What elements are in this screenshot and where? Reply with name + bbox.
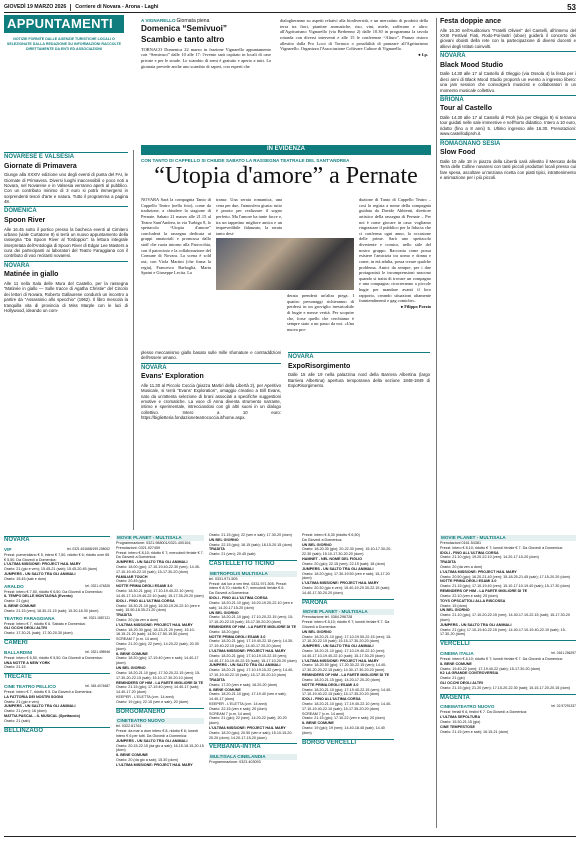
list-item: Orario: 18.20-21.10 (gio); 17.10-19.40-22.10 (ven); 14.40-17.10-19.40-22.10 (sab); 15-17.30-20 (dom) [302, 649, 386, 658]
cinema-name: TEATRO FARAGGIANA [4, 615, 55, 621]
film-title: IL BENE COMUNE [302, 721, 334, 726]
section-note: NOTIZIE FORNITE DALLE AGENZIE TURISTICHE LOCALI O SELEZIONATE DALLA REDAZIONE SU INFORMAZIONI RACCOLTE DIRETTAMENTE DA ENTI ED ASSOCIAZIONI [6, 37, 122, 51]
city-verbania: VERBANIA-INTRA [209, 743, 297, 752]
list-item: Prezzi: intero € 8,10; ridotto € 7; mercoledì feriale € 7. Da Giovedì a Domenica: [116, 550, 204, 560]
film-title: IDOLI - FINO ALL'ULTIMA CORSA [209, 596, 268, 601]
list-item: Prezzi: intero € 8,30 (ridotto € 6,50) [302, 533, 360, 537]
cinema-name: CINEMATEATRO NUOVO [440, 704, 495, 710]
list-item: Orario: 18.20-21.10 (gio); 17-19.40-22.10 (ven); 14.40-17.10-19.40-22.10 (sab); 15-17.35-20.20 (dom) [302, 701, 392, 711]
film-title: HAMNET - NEL NOME DEL FIGLIO [302, 557, 363, 562]
list-item: Orario: 21 (ven); 20.45 (sab) [209, 552, 256, 557]
film-title: JUMPERS - UN SALTO TRA GLI ANIMALI [116, 738, 188, 743]
film-title: UN BEL GIORNO [209, 610, 239, 615]
list-item: Orario: 21 (gio) [440, 676, 465, 681]
film-title: IDOLI - FINO ALL'ULTIMA CORSA [116, 598, 175, 603]
left-label-0: NOVARESE E VALSESIA [4, 152, 128, 162]
film-title: UN BEL GIORNO [209, 537, 239, 542]
list-item: Orario: 18.20-21.10 (gio); 17.10-20-22.15 (ven); 15-17.10-20-22.15 (sab); 15-17.30-20.20 (dom) [209, 615, 294, 625]
feature-subtitle: CON TANTO DI CAPPELLO SI CHIUDE SABATO LA RASSEGNA TEATRALE DEL SANT'ANDREA [141, 157, 350, 163]
list-item: Orario: 21 (gio) [4, 599, 29, 604]
film-title: IL BENE COMUNE [116, 651, 148, 656]
film-title: L'ULTIMA MISSIONE: PROJECT HAIL MARY [302, 658, 379, 663]
left-body-1: Alle 16.45 sotto il portico presso la bacheca eventi al Cimitero urbano (viale Curtatone 9) si terrà un nuovo appuntamento della rassegna “Da Spoon River al Tordoppio”: la lettura integrale interpretata dell'Antologia di Spoon River di Edgar Lee Masters a cura dei partecipanti ai laboratori del Teatro Faraggiana con il contributo di voci recitanti novaresi. [4, 226, 128, 259]
list-item: Orario: 21 (gio); 17.10-19.40-22.15 (ven); 14.40-17.10-19.40-22.10 (sab); 15-17.30-20 (dom) [440, 627, 566, 637]
city-novara: NOVARA [4, 536, 110, 545]
city-cameri: CAMERI [4, 639, 110, 648]
list-item: Orario: 21.15 (gio); 17.10-19.40 (ven); 15.10-17.10-19.40 (sab); 15-17.30 (dom) [440, 584, 570, 589]
list-item: Orario: 21 (ven); 16 (dom) [4, 709, 47, 714]
film-list [302, 533, 394, 596]
cinema-tel: tel. 0331.971.505 [209, 576, 238, 581]
left-label-2: NOVARA [4, 261, 128, 271]
list-item: Prezzi: intero € 8,10; ridotto € 7; lunedì feriale € 7. Da Giovedì a Domenica: [302, 620, 390, 629]
feature-body-4: duzione di Tanto di Cappello Teatro – così la regista a nome della compagnia guidata da Davide Abbienti, direttore artistico della rassegna di Pernate – Per noi è come giocare in casa: vogliamo ringraziare il pubblico per la fiducia che ci conferma ogni anno, la occasione delle prime. Sarà uno spettacolo divertente e comico, nello stile del nostro gruppo. Racconta come possa esistere l'amicizia tra uomo e donna e come, in età adulta, possa creare qualche problema. Amici da sempre, per i due protagonisti le incomprensioni nascono quando si tratta di trovare un compagno e una compagna: ricorreranno a piccole bugie per mandare avanti il loro rapporto, creando situazioni altamente fraintendimenti e gag comiche». [359, 197, 431, 304]
cinema-name: ARALDO [4, 583, 24, 589]
left-label-1: DOMENICA [4, 206, 128, 216]
expo-article [288, 350, 430, 390]
list-item: Prezzi: intero € 8,10; ridotto € 7; lunedì feriale € 7. Da Giovedì a Domenica: [440, 545, 563, 550]
list-item: Orario: 18.20-21.15 (gio); 14.20-17.20-20 (dom) [302, 677, 381, 682]
top-article-right [280, 18, 428, 57]
list-item: Programmazione: 0323.403093 [209, 760, 261, 765]
film-title: NOTTE PRIMA DEGLI ESAMI 3.0 [302, 682, 359, 687]
left-body-2: Alle 11 nella Sala delle Mura del Castello, per la rassegna “Matinée in giallo — Sulle tracce di Agatha Christie” del Circolo dei lettori di Novara, Roberto Gallaurese condurrà un incontro a partire da “Assassinio allo specchio” (1962). Il libro mescola la tranquilla vita di provincia di Miss Marple con le luci di Hollywood, ideando un com- [4, 281, 128, 313]
cinema-movie-planet-bv: MOVIE PLANET - MULTISALA [440, 535, 576, 541]
film-list [209, 760, 297, 765]
list-item: Orario: 18.20 (gio); 17.30-19.50 (ven e sab); 15-17.20 (dom) [302, 571, 390, 581]
list-item: Orario: 18.00 (gio); 17.10-19.40-22.30 (ven); 14.45-17.10-19.40-22.10 (sab); 15-17.30-20 (dom) [116, 565, 201, 574]
list-item: Orario: 18.20-21.10 (gio); 17.30-20-22.15 (ven); 15-17.30-20-22.15 (sab); 15.10-17.30-20.10 (dom) [116, 670, 201, 680]
cinema-nuovo: CINETEATRO NUOVO [116, 718, 204, 724]
film-title: L'ULTIMA MISSIONE: PROJECT HAIL MARY [440, 569, 517, 574]
film-list [440, 546, 576, 637]
list-item: Orario: 20.30 (gio e ven); 15.40-19-20.30-22.15 (sab); 14.40-17.30-20.20 (dom) [302, 585, 390, 595]
film-title: IL BENE COMUNE [440, 661, 472, 666]
right-body-2: Dalle 14.30 alle 17 al Castello di Proh (via per Oleggio 9) si terranno tour guidati nelle sale immersive e nell'horto didattico. Intero a 10 euro, ridotto (fino a 8 anni) 5. Ultimo ingresso alle 16.30. Prenotazioni: www.castellodiproh.it. [440, 115, 576, 137]
listings-column-3 [209, 533, 297, 765]
list-item: Orario: 18.20 (gio); 20.50 (ven e sab); 15.10-15.20-20.20 (dom); 14.20-17.15-20 (dom) [209, 730, 293, 740]
list-item: Orario: 21 (gio); 22 (ven); 14.20-22 (sab); 20.20 (dom) [209, 716, 287, 726]
list-item: Orario: 18.20-21 (gio); 17-19.40-22.15 (ven); 14.30-17-19.40-22.15 (sab); 14.40-17.20-20 (dom) [209, 639, 294, 649]
list-item: Orario: 20.15-22.15 (da gio a sab); 16.15-18.15-20.15 (dom) [116, 743, 204, 753]
expo-label: NOVARA [288, 352, 430, 362]
feature-body-2: trama: Una serata romantica, una cena per due, l'atmosfera giusta: tutto è pronto per realizzare il sogno perfetto. Ma l'amore ha tante facce e, tra un tappetino migliore amica e un imprevedibile fidanzato, la serata tanto desi- [216, 197, 282, 236]
film-list [209, 582, 297, 741]
film-title: JUMPERS - UN SALTO TRA GLI ANIMALI [302, 644, 374, 649]
list-item: Orario: 15.30-21.15 (gio) [440, 720, 481, 725]
list-item: Orario: 18.20 (gio) [209, 629, 239, 634]
list-item: Orario: 18.20-21 (gio); 17.10-19.10-22 (ven); 14.40-17.10-19.40-22.10 (sab); 15-17.30-20.10 (dom) [209, 668, 294, 678]
list-item: Prezzi: intero € 8,10; ridotto € 7; lunedì feriale € 7. Da Giovedì a Domenica: [440, 656, 563, 661]
header-separator [70, 4, 71, 11]
film-title: MATTIA PASCAL - IL MUSICAL (Spettacolo) [4, 714, 80, 719]
list-item: SCREAM 7 (v.m. 14 anni) [209, 711, 252, 716]
right-title-1: Black Mood Studio [440, 61, 503, 69]
film-title: JUMPERS - UN SALTO TRA GLI ANIMALI [302, 566, 374, 571]
right-body-1: Dalle 14.30 alle 17 al Castello di Oleggio (via Ossola 4) la festa per i dieci anni di Black Mood Studio proporrà un evento a ingresso libero: una jam session che coinvolgerà musicisti e collaboratori in un momento musicale collettivo. [440, 71, 576, 93]
film-list [116, 551, 204, 705]
list-item: Orario: 15.45 (sab e dom) [4, 576, 47, 581]
right-label-3: ROMAGNANO SESIA [440, 139, 576, 149]
evans-title: Evans' Exploration [141, 373, 204, 381]
film-title: TRADITA [116, 613, 132, 618]
cinema-tel: tel. 0321.498946 [85, 649, 110, 654]
right-title-0: Festa doppie ance [440, 18, 502, 25]
feature-col-4 [359, 197, 431, 309]
list-item: Da Giovedì a Domenica: [209, 591, 250, 596]
list-item: Orario: 19 (gio); 19 (ven); 14.40-18.45 (sab); 14.40 (dom) [302, 726, 385, 735]
expo-title: ExpoRisorgimento [288, 362, 351, 370]
appuntamenti-block [4, 15, 124, 52]
film-title: K2 LA GRANDE CONTROVERSIA [440, 671, 499, 676]
top-kicker: A VIGNARELLO [141, 18, 176, 23]
evans-body: Alle 11.30 al Piccolo Coccia (piazza Martiri della Libertà 2), per Aperitivo Musicale, si terrà “Evans' Exploration”, omaggio creativo a Bill Evans, nato da un'attenta selezione di brani associati a specifiche suggestioni emotive e cromatiche. La voce di Anna diventa strumento narrante, intimo e sperimentale, intrecciandosi con gli altri suoni in un dialogo collettivo. Intero a 10 euro: https://biglietteria.fondazioneteatrococcia.it/home.aspx. [141, 382, 281, 421]
cinema-tel: tel. 0321.474826 [85, 583, 110, 588]
city-trecate: TRECATE [4, 673, 110, 682]
cinema-tel: Programmazione: 0321.988001/0321.400104; Prenotazioni: 0321.927459 [116, 540, 192, 550]
film-title: IDOLI - FINO ALL'ULTIMA CORSA [302, 697, 361, 702]
cinema-tel: Prenotazione tel. 0384.296728 [302, 615, 353, 620]
film-title: UNA NOTTE A NEW YORK [4, 660, 51, 665]
film-list [209, 533, 297, 557]
feature-title: “Utopia d'amore” a Pernate [154, 163, 418, 190]
section-title: APPUNTAMENTI [4, 15, 124, 33]
list-item: Orario: 21 (gio e ven); 15.45-21 (sab); 15.45-20.45 (dom) [4, 567, 98, 572]
right-events [440, 18, 576, 182]
list-item: Orario: 17.20 (ven e sab); 16.20-20 (dom) [209, 682, 278, 687]
list-item: Orario: 15 (dom) [440, 603, 468, 608]
top-signature: ● f.p. [418, 51, 428, 57]
listings-column-5 [440, 533, 576, 735]
list-item: Orario: 18.20-21.10 (gio); 17.10-19.50-22.15 (ven); 15-17.10-20-22.15 (sab); 15.15-17.30-20.20 (dom) [302, 634, 392, 644]
film-title: TRADITA [209, 547, 225, 552]
film-title: IL BENE COMUNE [4, 604, 36, 609]
film-title: JUMPERS - UN SALTO TRA GLI ANIMALI [116, 560, 188, 565]
city-vercelli: VERCELLI [440, 640, 576, 649]
list-item: Orario: 21.10 (gio); 19.20-22.10 (ven); 14.20-17.15-20 (dom) [440, 555, 539, 560]
cinema-tel: Prenotazioni 0161.54381 [440, 540, 482, 545]
film-title: UN BEL GIORNO [440, 608, 470, 613]
list-item: Orario: 18.30-21.10 (gio); 16.30-19.20-22.10 (ven e sab); 15.50-18.35-21.20 (dom) [116, 603, 200, 613]
list-item: Orario: 21.15 (gio); 17.10-22 (ven e sab); 20 (dom) [302, 716, 385, 721]
list-item: Orario: 18-20.30 (gio); 18.15-21.20 (ven); 15.10-18.15-21.20 (sab); 14.50-17.50-19.50 (dom) [116, 627, 195, 637]
city-bellinzago: BELLINZAGO [4, 727, 110, 736]
feature-photo [216, 238, 354, 290]
cinema-tel: tel. 0161.256297 [551, 651, 576, 656]
feature-signature: ● Filippo Porzio [400, 303, 431, 309]
city-magenta: MAGENTA [440, 694, 576, 703]
evans-article [141, 350, 281, 422]
list-item: Orario: 20 (da ven a dom) [440, 565, 483, 570]
city-castelletto: CASTELLETTO TICINO [209, 560, 297, 569]
list-item: Orario: 20.45 (gio) [116, 579, 146, 584]
column-rule [436, 18, 437, 828]
right-body-0: Alle 16.30 nell'Auditorium “Fratelli Olivieri” del Cantelli, all'interno del XXIII Festival Fiati, Rodo-Poi-lastri (oboe) guiderà il concerto dei giovani oboisti della rete con la partecipazione di diversi docenti e allievi degli Istituti coinvolti. [440, 27, 576, 49]
list-item: Orario: 21.15 (ven e sab); 16.15-21 (dom) [440, 729, 509, 734]
list-item: Orario: 20 (gio); 22.15 (ven); 22.15 (sab); 18 (dom) [302, 561, 386, 566]
evans-label: NOVARA [141, 363, 281, 373]
list-item: Orario: 21 (sab) [4, 718, 30, 723]
list-item: Prezzi: dal lun a ven fest. 0331.971.505. Prezzi: intero € 8,70; ridotto € 7; mercoledì feriale € 6. [209, 581, 288, 591]
feature-col-1 [141, 197, 211, 276]
list-item: Orario: 18.20-21.10 (gio); 17-19.40 (ven e sab); 14.40-17 (dom) [209, 692, 287, 702]
feature-body-1: NOVARA Sarà la compagnia Tanto di Cappello Teatro (nella foto), come da tradizione, a chiudere la stagione di Pernate. Sabato 21 marzo alle 21.15 al Teatro Sant'Andrea, in via Turbigo 8, lo spettacolo “Utopia d'amore” concluderà la rassegna dedicata ai gruppi amatoriali e promossa dallo staff che ruota intorno alla Parrocchia, con il patrocinio e la collaborazione del Comune di Novara. La scena è sold out, con Viola Martini (che firma la regia), Francesco Barbaglia, Marta Spaini e Giuseppe Lecita. La [141, 197, 211, 276]
column-rule [133, 150, 134, 530]
listings-column-4 [302, 533, 394, 747]
cinema-name: CINEMA ITALIA [440, 651, 474, 657]
film-title: TRADITA [440, 560, 456, 565]
list-item: Orario: 22.15 (gio); 18.15 (sab); 18.15-20.15 (dom) [209, 542, 293, 547]
film-title: CINE TEMPESTOSE [440, 724, 475, 729]
top-title-2: Scambio e tanto altro [141, 34, 225, 44]
film-title: UN BEL GIORNO [116, 666, 146, 671]
city-parona: PARONA [302, 599, 394, 608]
left-events [4, 150, 128, 315]
list-item: Orario: 21.15 (gio); 17-19.40 (ven); 14.40-17 (sab); 14.40-17.20 (dom) [116, 685, 200, 695]
film-title: REMINDERS OF HIM - LA PARTE MIGLIORE DI TE [209, 624, 297, 629]
list-item: Orario: 19.40-22 (ven); 17-19.40-22 (sab); 15-17.30-20 (dom) [440, 666, 541, 671]
film-title: L'ULTIMA MISSIONE: PROJECT HAIL MARY [302, 581, 379, 586]
city-borgo-vercelli: BORGO VERCELLI [302, 739, 394, 748]
film-title: NOTTE PRIMA DEGLI ESAMI 3.0 [116, 584, 173, 589]
matinee-continued: plesso meccanismo giallo basato sulle mille sfumature e contraddizioni dell'essere umano. [141, 350, 281, 361]
film-title: GLI OCCHI DEGLI ALTRI [440, 681, 483, 686]
list-item: Orario: 18.20-21 (gio); 17.10-19.10-22.15 (ven); 14.40-17.10-19.40-22.15 (sab); 15-17.10-20.20 (dom) [209, 653, 297, 663]
list-item: KEEPER - L'ELETTA (v.m. 14 anni) [116, 694, 174, 699]
film-title: IL BENE COMUNE [116, 753, 148, 758]
list-item: Prezzi: feriali € 6, festivi € 7. Da Giovedì a Domenica: [440, 710, 528, 715]
list-item: Orario: 18.30-21 (gio); 17.10-19.40-22.10 (ven); 14.40-17.10-19.40-22.10 (sab); 15-17.35-20.20 (dom) [116, 589, 204, 598]
list-item: Orario: 20 (da gio a sab); 15.30 (dom) [116, 758, 178, 763]
film-title: L'ULTIMA MISSIONE: PROJECT HAIL MARY [209, 726, 286, 731]
cinema-name: BALLARDINI [4, 649, 33, 655]
left-title-1: Spoon River [4, 216, 46, 224]
list-item: Orario: 18-20.50 (gio); 17-20.30-22.15 (ven); 14.40-17.30-20.20-22.15 (sab); 14.30-17.30-20.20 (dom) [302, 663, 387, 673]
film-title: IDOLI - FINO ALL'ULTIMA CORSA [440, 550, 499, 555]
list-item: Orario: 21.15 (gio); 21.20 (ven); 17.15-20-22.30 (sab); 15.15-17.20-20.15 (dom) [440, 685, 570, 690]
right-label-1: NOVARA [440, 51, 576, 61]
list-item: Prezzi: intero € 7,50, ridotto € 6,50. Da Giovedì a Domenica: [4, 589, 103, 594]
list-item: Orario: 18.20-21.10 (gio); 16.20-19.20-22.10 (ven e sab); 14.20-17.15-20 (dom) [209, 600, 293, 610]
film-title: UN BEL GIORNO [302, 629, 332, 634]
cinema-tel: tel. 02.97291337 [551, 704, 576, 709]
film-title: L'ULTIMA SEPOLTURA [440, 715, 481, 720]
list-item: Orario: 21.10 (gio); 17.10-20-22.15 (ven); 14.40-17.10-22.15 (sab); 15-17.30-20 (dom) [440, 613, 570, 622]
top-kicker-2: Giornata piena [176, 18, 210, 24]
film-title: REMINDERS OF HIM - LA PARTE MIGLIORE DI TE [302, 673, 390, 678]
film-title: TOYS OPSCATTOLI ALLA RISCOSSA [440, 598, 506, 603]
expo-body: Dalle 15 alle 19 nella palazzina nord della Barriera Albertina (largo Barriera Albertina) apertura temporanea della sezione 1848-1849 di ExpoRisorgimento. [288, 372, 430, 388]
list-item: Orario: 22.10 (ven e sab); 20 (dom) [440, 593, 498, 598]
top-body-1: TORNACO Domenica 22 marzo in frazione Vignarello appuntamento con “Semivuoi” dalle 10 alle 17: l'evento sarà ospitato in locali di case private e per le strade. Lo scambio di semi è gratuito e aperto a tutti. La giornata prevede anche uno scambio di saperi, con esperti che [141, 46, 271, 69]
list-item: Prezzi: intero € 7, ridotto € 5. Da Giovedì a Domenica: [4, 690, 93, 695]
cinema-name: CINE TEATRO PELLICO [4, 684, 56, 690]
film-title: REMINDERS OF HIM - LA PARTE MIGLIORE DI TE [440, 589, 528, 594]
film-title: JUMPERS - UN SALTO TRA GLI ANIMALI [4, 572, 76, 577]
top-body-2: dialogheranno su aspetti relativi alla biodiversità, e un mercatino di prodotti della terra tra fiori, piantine aromatiche, riso, vini, miele, zafferano e altro: all'Agriturismo Vignarello (via Berbenno 2) dalle 10.30 in programma la tavola rotonda con diversi interventi e alle 15 le conferenze “Alturo”. Pranzo ristoro allestito dalla Pro Loco di Tornaco o possibilità di pranzare all'Agriturismo Vignarello. Organizza l'Associazione Coltivare Culture di Vignarello. [280, 18, 428, 52]
list-item: Orario: 22.15 (ven e sab); 20 (dom) [209, 706, 267, 711]
film-title: UN BEL GIORNO [302, 542, 332, 547]
listings-column-1 [4, 533, 110, 736]
list-item: Da Giovedì a Domenica: [302, 537, 343, 542]
film-title: LA FATTORIA DEI NOSTRI SOGNI [4, 694, 63, 699]
list-item: KEEPER - L'ELETTA (v.m. 14 anni) [209, 701, 267, 706]
list-item: Orario: 18-20.30 (gio); 20-22.30 (ven); 15.10-17.30-20-22.30 (sab); 15.10-17.30-20.20 (dom) [302, 547, 392, 557]
list-item: Prezzi: intero € 6,50, ridotto € 5,50. Da Giovedì a Domenica: [4, 655, 103, 660]
feature-body-3: derata prenderà un'altra piega. I quattro personaggi richieranno di perdersi in un groviglio inestricabile di bugie e messe verità. Per scoprire che, forse quello che cerchiamo è sempre stato a un passo da noi. «Una nuova pro- [287, 293, 354, 332]
top-article-left [141, 18, 271, 69]
page-number: 53 [567, 2, 576, 12]
left-title-2: Matinée in giallo [4, 271, 59, 279]
left-body-0: Giunge alla XXXIV edizione uno degli eventi di punta del FAI, le Giornate di Primavera. Diversi luoghi inaccessibili o poco noti a Novara, nel Novarese e in Valsesia verranno aperti al pubblico. Con un contributo minimo di 3 euro si potrà immergersi in sorprendenti tesori d'arte e natura. Tutto il programma a pagina 48. [4, 172, 128, 205]
cinema-name: VIP [4, 546, 12, 552]
film-title: REMINDERS OF HIM - LA PARTE MIGLIORE DI TE [116, 680, 204, 685]
list-item: Orario: 17.30-21 (sab); 17.30-20.30 (dom) [4, 631, 73, 636]
right-title-3: Slow Food [440, 149, 476, 157]
listings-column-2 [116, 533, 204, 768]
film-title: GLI OCCHI DEGLI ALTRI [4, 626, 47, 631]
list-item: Orario: 20 (da ven a dom) [116, 617, 159, 622]
top-title-1: Domenica “Semivuoi” [141, 24, 227, 34]
list-item: Orario: 21.15 (gio); 22 (ven e sab); 17.30-20 (dom) [209, 533, 292, 537]
left-title-0: Giornate di Primavera [4, 162, 77, 170]
film-title: L'ULTIMA MISSIONE: PROJECT HAIL MARY [116, 762, 193, 767]
cinema-cinelandia: MULTISALA CINELANDIA [209, 754, 297, 760]
film-title: NOTTE PRIMA DEGLI ESAMI 3.0 [440, 579, 497, 584]
city-borgomanero: BORGOMANERO [116, 708, 204, 717]
feature-col-2 [216, 197, 282, 236]
film-title: IL BENE COMUNE [209, 687, 241, 692]
list-item: Prezzi: pomeridiano € 5, intero € 7,50, ridotto € 6; ridotto over 65 € 5,50. Da Giovedì a Domenica: [4, 552, 110, 562]
film-title: L'ULTIMA MISSIONE: PROJECT HAIL MARY [209, 649, 286, 654]
film-list [440, 710, 576, 734]
list-item: Orario: 18.20-21.10 (gio); 17-19.40-22.15 (ven); 14.40-17.10-19.40-22.15 (sab); 15-17.35-20.20 (dom) [302, 687, 392, 697]
list-item: Orario: 19 (gio); 22.15 (ven e sab); 20 (dom) [116, 699, 189, 704]
list-item: Orario: 18.20 (gio); 17-19.40 (ven e sab); 14.40-17 (dom) [116, 656, 199, 666]
list-item: Prezzi: da mar a dom intero € 8, ridotto € 6; lunedì intero € 6 per tutti. Da Giovedì a Domenica: [116, 729, 198, 738]
cinema-metropolis: METROPOLIS MULTISALA [209, 571, 297, 577]
newspaper-name: Corriere di Novara - Arona - Laghi [75, 4, 159, 11]
film-title: JUMPERS - UN SALTO TRA GLI ANIMALI [4, 704, 76, 709]
film-title: NOTTE PRIMA DEGLI ESAMI 3.0 [209, 634, 266, 639]
cinema-tel: tel. 345.4074687 [85, 684, 110, 689]
list-item: SCREAM 7 (v.m. 14 anni) [302, 711, 345, 716]
list-item: Orario: 21 (gio e ven) [4, 699, 39, 704]
film-list [302, 620, 394, 736]
issue-date: GIOVEDÌ 19 MARZO 2026 [4, 4, 67, 11]
feature-col-3 [287, 293, 354, 332]
list-item: SCREAM 7 (v.m. 14 anni) [116, 637, 159, 642]
list-item: Orario: 21.20 (gio); 22 (ven); 14.20-22 (sab); 20.30 (dom) [116, 642, 199, 651]
feature-banner [141, 145, 431, 189]
page-footer-rule [4, 836, 576, 837]
cinema-movie-planet-parona: MOVIE PLANET - MULTISALA [302, 609, 394, 615]
list-item: Prezzi: intero € 7, ridotto € 6. Sabato e Domenica: [4, 621, 86, 626]
cinema-movie-planet: MOVIE PLANET - MULTISALA [116, 535, 204, 541]
film-list [440, 657, 576, 691]
film-title: JUMPERS - UN SALTO TRA GLI ANIMALI [440, 622, 512, 627]
film-title: JUMPERS - UN SALTO TRA GLI ANIMALI [209, 663, 281, 668]
cinema-tel: tel. 0321.1887121 [83, 615, 110, 620]
film-title: L'ULTIMA MISSIONE: PROJECT HAIL MARY [116, 622, 193, 627]
cinema-tel: tel. 0321.631688/199.208002 [67, 546, 110, 551]
list-item: Orario: 21.15 [4, 665, 26, 670]
film-title: IL TEMPO DELLE MONTAGNA (Evento) [4, 594, 73, 599]
right-body-3: Dalle 10 alle 18 in piazza della Libertà sarà allestito il Mercato della Terra delle Colline novaresi con tanti piccoli produttori locali presso cui fare spesa, ascoltare un'anziana ricetta con piatti tipici, intrattenimento e animazione per i più piccoli. [440, 158, 576, 180]
page-header [4, 3, 576, 13]
cinema-tel: tel. 0322.81761 [116, 724, 142, 729]
right-label-2: BRIONA [440, 95, 576, 105]
list-item: Orario: 21.15 (ven); 18.30-21.15 (sab); 15.30-18.30 (dom) [4, 608, 99, 613]
film-list [116, 729, 204, 768]
film-title: FAMILIAR TOUCH [116, 574, 148, 579]
list-item: Orario: 20.50 (gio); 16.20-21.40 (ven); 15-18.25-21.45 (sab); 17.15-20.20 (dom) [440, 574, 570, 579]
film-title: L'ULTIMA MISSIONE: PROJECT HAIL MARY [4, 562, 81, 567]
right-title-2: Tour al Castello [440, 105, 492, 113]
film-title: TRADITA [209, 677, 225, 682]
in-evidenza-label: IN EVIDENZA [141, 145, 431, 155]
